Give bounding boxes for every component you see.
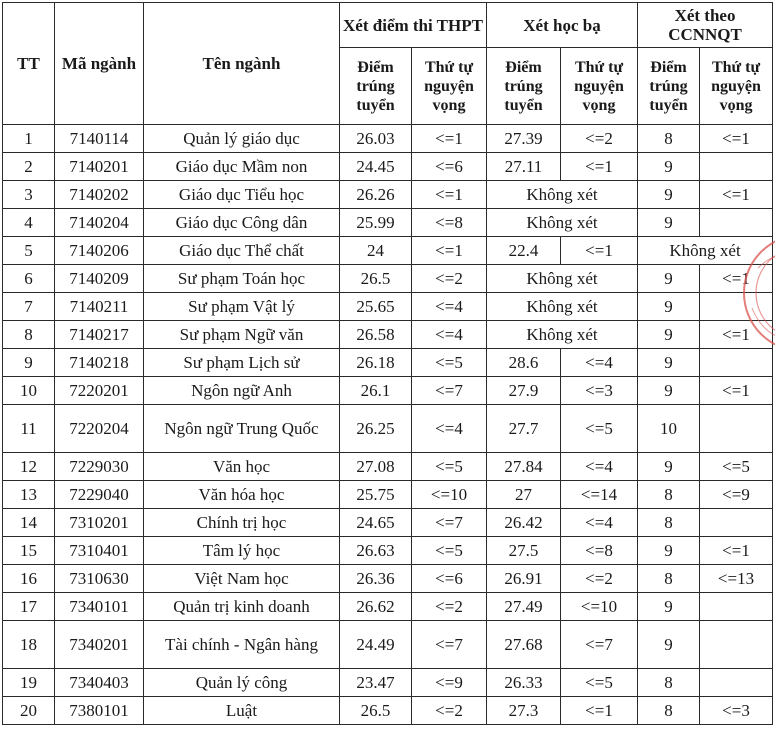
row-hocba-score: 27.5 xyxy=(487,537,561,565)
row-ccnnqt-order: <=9 xyxy=(700,481,773,509)
row-thpt-order: <=6 xyxy=(412,153,487,181)
row-code: 7140114 xyxy=(55,125,144,153)
row-thpt-order: <=4 xyxy=(412,405,487,453)
row-name: Tài chính - Ngân hàng xyxy=(144,621,340,669)
header-code: Mã ngành xyxy=(55,3,144,125)
row-ccnnqt-score: 8 xyxy=(638,669,700,697)
table-body xyxy=(3,125,773,725)
row-hocba-order: <=3 xyxy=(561,377,638,405)
row-thpt-score: 26.58 xyxy=(340,321,412,349)
row-ccnnqt-order: <=1 xyxy=(700,537,773,565)
row-ccnnqt-order xyxy=(700,621,773,669)
row-thpt-score: 25.99 xyxy=(340,209,412,237)
row-ccnnqt-order xyxy=(700,593,773,621)
row-tt: 8 xyxy=(3,321,55,349)
row-hocba-order: <=2 xyxy=(561,125,638,153)
row-tt: 3 xyxy=(3,181,55,209)
row-code: 7140202 xyxy=(55,181,144,209)
header-thpt-score: Điểm trúng tuyển xyxy=(340,48,412,125)
row-hocba-not-considered: Không xét xyxy=(487,321,638,349)
row-thpt-order: <=6 xyxy=(412,565,487,593)
row-tt: 17 xyxy=(3,593,55,621)
row-name: Việt Nam học xyxy=(144,565,340,593)
row-code: 7140201 xyxy=(55,153,144,181)
table-row xyxy=(3,537,773,565)
row-thpt-score: 24.49 xyxy=(340,621,412,669)
row-ccnnqt-score: 9 xyxy=(638,453,700,481)
row-code: 7340403 xyxy=(55,669,144,697)
row-hocba-score: 27.3 xyxy=(487,697,561,725)
row-hocba-order: <=4 xyxy=(561,509,638,537)
row-hocba-score: 27.11 xyxy=(487,153,561,181)
row-name: Sư phạm Toán học xyxy=(144,265,340,293)
row-name: Quản lý giáo dục xyxy=(144,125,340,153)
row-thpt-score: 26.26 xyxy=(340,181,412,209)
row-name: Chính trị học xyxy=(144,509,340,537)
row-tt: 10 xyxy=(3,377,55,405)
row-hocba-score: 27.68 xyxy=(487,621,561,669)
row-ccnnqt-not-considered: Không xét xyxy=(638,237,773,265)
row-code: 7229030 xyxy=(55,453,144,481)
row-code: 7340201 xyxy=(55,621,144,669)
row-code: 7140217 xyxy=(55,321,144,349)
row-name: Quản trị kinh doanh xyxy=(144,593,340,621)
row-ccnnqt-order xyxy=(700,153,773,181)
row-ccnnqt-score: 9 xyxy=(638,209,700,237)
table-row xyxy=(3,593,773,621)
row-ccnnqt-order: <=1 xyxy=(700,321,773,349)
row-hocba-score: 27 xyxy=(487,481,561,509)
row-name: Giáo dục Mầm non xyxy=(144,153,340,181)
row-thpt-order: <=2 xyxy=(412,697,487,725)
row-name: Giáo dục Công dân xyxy=(144,209,340,237)
row-thpt-score: 24.65 xyxy=(340,509,412,537)
row-hocba-not-considered: Không xét xyxy=(487,293,638,321)
row-ccnnqt-order: <=3 xyxy=(700,697,773,725)
row-ccnnqt-order xyxy=(700,293,773,321)
row-name: Giáo dục Tiểu học xyxy=(144,181,340,209)
table-row xyxy=(3,481,773,509)
row-thpt-order: <=1 xyxy=(412,237,487,265)
row-hocba-order: <=1 xyxy=(561,153,638,181)
row-code: 7310401 xyxy=(55,537,144,565)
row-ccnnqt-order: <=1 xyxy=(700,181,773,209)
table-row xyxy=(3,293,773,321)
table-row xyxy=(3,669,773,697)
row-ccnnqt-order: <=13 xyxy=(700,565,773,593)
row-name: Tâm lý học xyxy=(144,537,340,565)
row-ccnnqt-order xyxy=(700,209,773,237)
header-group-ccnnqt: Xét theo CCNNQT xyxy=(638,3,773,48)
header-group-thpt: Xét điểm thi THPT xyxy=(340,3,487,48)
row-code: 7140211 xyxy=(55,293,144,321)
table-row xyxy=(3,453,773,481)
row-hocba-score: 27.39 xyxy=(487,125,561,153)
row-ccnnqt-score: 8 xyxy=(638,565,700,593)
table-row xyxy=(3,697,773,725)
row-ccnnqt-score: 8 xyxy=(638,697,700,725)
row-tt: 6 xyxy=(3,265,55,293)
row-ccnnqt-score: 9 xyxy=(638,153,700,181)
row-ccnnqt-score: 9 xyxy=(638,377,700,405)
row-thpt-score: 26.5 xyxy=(340,265,412,293)
row-name: Luật xyxy=(144,697,340,725)
row-tt: 9 xyxy=(3,349,55,377)
row-thpt-order: <=7 xyxy=(412,621,487,669)
table-row xyxy=(3,565,773,593)
row-tt: 13 xyxy=(3,481,55,509)
row-thpt-order: <=5 xyxy=(412,349,487,377)
row-thpt-order: <=1 xyxy=(412,181,487,209)
row-name: Quản lý công xyxy=(144,669,340,697)
row-ccnnqt-order: <=5 xyxy=(700,453,773,481)
row-thpt-score: 24 xyxy=(340,237,412,265)
row-thpt-score: 26.1 xyxy=(340,377,412,405)
table-row xyxy=(3,405,773,453)
row-ccnnqt-order: <=1 xyxy=(700,265,773,293)
row-code: 7380101 xyxy=(55,697,144,725)
row-ccnnqt-score: 8 xyxy=(638,481,700,509)
row-thpt-order: <=5 xyxy=(412,537,487,565)
row-thpt-score: 23.47 xyxy=(340,669,412,697)
row-name: Ngôn ngữ Trung Quốc xyxy=(144,405,340,453)
row-thpt-score: 24.45 xyxy=(340,153,412,181)
row-hocba-not-considered: Không xét xyxy=(487,265,638,293)
row-thpt-order: <=9 xyxy=(412,669,487,697)
row-hocba-not-considered: Không xét xyxy=(487,181,638,209)
row-thpt-order: <=4 xyxy=(412,293,487,321)
row-ccnnqt-score: 9 xyxy=(638,537,700,565)
row-ccnnqt-score: 9 xyxy=(638,293,700,321)
row-hocba-order: <=10 xyxy=(561,593,638,621)
admission-scores-table xyxy=(2,2,773,725)
row-hocba-score: 22.4 xyxy=(487,237,561,265)
row-ccnnqt-score: 9 xyxy=(638,265,700,293)
row-thpt-order: <=4 xyxy=(412,321,487,349)
row-hocba-order: <=4 xyxy=(561,453,638,481)
row-ccnnqt-score: 8 xyxy=(638,125,700,153)
row-hocba-score: 27.9 xyxy=(487,377,561,405)
row-hocba-score: 26.42 xyxy=(487,509,561,537)
row-thpt-score: 26.03 xyxy=(340,125,412,153)
row-name: Sư phạm Vật lý xyxy=(144,293,340,321)
row-ccnnqt-score: 9 xyxy=(638,321,700,349)
table-row xyxy=(3,377,773,405)
row-hocba-score: 27.49 xyxy=(487,593,561,621)
row-hocba-order: <=1 xyxy=(561,237,638,265)
row-thpt-order: <=2 xyxy=(412,265,487,293)
table-row xyxy=(3,153,773,181)
row-thpt-score: 26.5 xyxy=(340,697,412,725)
table-row xyxy=(3,125,773,153)
row-thpt-score: 26.63 xyxy=(340,537,412,565)
row-ccnnqt-score: 9 xyxy=(638,349,700,377)
header-ccnnqt-order: Thứ tự nguyện vọng xyxy=(700,48,773,125)
row-hocba-order: <=7 xyxy=(561,621,638,669)
table-row xyxy=(3,237,773,265)
header-hocba-order: Thứ tự nguyện vọng xyxy=(561,48,638,125)
row-hocba-score: 26.33 xyxy=(487,669,561,697)
row-ccnnqt-score: 9 xyxy=(638,593,700,621)
row-ccnnqt-order: <=1 xyxy=(700,125,773,153)
header-thpt-order: Thứ tự nguyện vọng xyxy=(412,48,487,125)
row-thpt-order: <=2 xyxy=(412,593,487,621)
header-name: Tên ngành xyxy=(144,3,340,125)
row-hocba-order: <=2 xyxy=(561,565,638,593)
row-hocba-score: 27.84 xyxy=(487,453,561,481)
row-name: Sư phạm Lịch sử xyxy=(144,349,340,377)
row-code: 7310201 xyxy=(55,509,144,537)
table-row xyxy=(3,621,773,669)
row-tt: 18 xyxy=(3,621,55,669)
header-tt: TT xyxy=(3,3,55,125)
row-hocba-score: 27.7 xyxy=(487,405,561,453)
row-ccnnqt-order: <=1 xyxy=(700,377,773,405)
row-ccnnqt-score: 10 xyxy=(638,405,700,453)
row-tt: 20 xyxy=(3,697,55,725)
row-hocba-not-considered: Không xét xyxy=(487,209,638,237)
row-hocba-order: <=4 xyxy=(561,349,638,377)
table-row xyxy=(3,321,773,349)
row-ccnnqt-score: 8 xyxy=(638,509,700,537)
row-tt: 5 xyxy=(3,237,55,265)
row-thpt-score: 25.75 xyxy=(340,481,412,509)
table-row xyxy=(3,349,773,377)
row-ccnnqt-order xyxy=(700,669,773,697)
row-ccnnqt-order xyxy=(700,349,773,377)
row-thpt-order: <=1 xyxy=(412,125,487,153)
row-tt: 11 xyxy=(3,405,55,453)
header-hocba-score: Điểm trúng tuyển xyxy=(487,48,561,125)
row-name: Sư phạm Ngữ văn xyxy=(144,321,340,349)
row-code: 7140218 xyxy=(55,349,144,377)
row-tt: 4 xyxy=(3,209,55,237)
table-row xyxy=(3,265,773,293)
header-ccnnqt-score: Điểm trúng tuyển xyxy=(638,48,700,125)
row-thpt-order: <=7 xyxy=(412,509,487,537)
row-tt: 19 xyxy=(3,669,55,697)
row-hocba-score: 26.91 xyxy=(487,565,561,593)
row-thpt-order: <=8 xyxy=(412,209,487,237)
row-tt: 2 xyxy=(3,153,55,181)
row-code: 7310630 xyxy=(55,565,144,593)
row-hocba-score: 28.6 xyxy=(487,349,561,377)
row-code: 7140209 xyxy=(55,265,144,293)
row-ccnnqt-score: 9 xyxy=(638,181,700,209)
row-tt: 15 xyxy=(3,537,55,565)
header-group-hocba: Xét học bạ xyxy=(487,3,638,48)
row-thpt-order: <=5 xyxy=(412,453,487,481)
row-tt: 12 xyxy=(3,453,55,481)
row-ccnnqt-order xyxy=(700,509,773,537)
row-name: Văn học xyxy=(144,453,340,481)
row-hocba-order: <=5 xyxy=(561,405,638,453)
row-thpt-score: 26.36 xyxy=(340,565,412,593)
row-code: 7220201 xyxy=(55,377,144,405)
row-hocba-order: <=5 xyxy=(561,669,638,697)
row-name: Văn hóa học xyxy=(144,481,340,509)
row-hocba-order: <=8 xyxy=(561,537,638,565)
table-row xyxy=(3,209,773,237)
row-tt: 1 xyxy=(3,125,55,153)
row-name: Giáo dục Thể chất xyxy=(144,237,340,265)
row-thpt-score: 26.18 xyxy=(340,349,412,377)
row-code: 7229040 xyxy=(55,481,144,509)
row-thpt-score: 26.62 xyxy=(340,593,412,621)
row-thpt-score: 27.08 xyxy=(340,453,412,481)
row-ccnnqt-order xyxy=(700,405,773,453)
row-thpt-order: <=10 xyxy=(412,481,487,509)
row-ccnnqt-score: 9 xyxy=(638,621,700,669)
table-row xyxy=(3,181,773,209)
row-thpt-score: 26.25 xyxy=(340,405,412,453)
row-tt: 16 xyxy=(3,565,55,593)
row-code: 7140204 xyxy=(55,209,144,237)
row-hocba-order: <=14 xyxy=(561,481,638,509)
row-thpt-order: <=7 xyxy=(412,377,487,405)
row-hocba-order: <=1 xyxy=(561,697,638,725)
row-code: 7340101 xyxy=(55,593,144,621)
row-thpt-score: 25.65 xyxy=(340,293,412,321)
table-row xyxy=(3,509,773,537)
row-tt: 7 xyxy=(3,293,55,321)
row-name: Ngôn ngữ Anh xyxy=(144,377,340,405)
row-code: 7140206 xyxy=(55,237,144,265)
row-tt: 14 xyxy=(3,509,55,537)
row-code: 7220204 xyxy=(55,405,144,453)
